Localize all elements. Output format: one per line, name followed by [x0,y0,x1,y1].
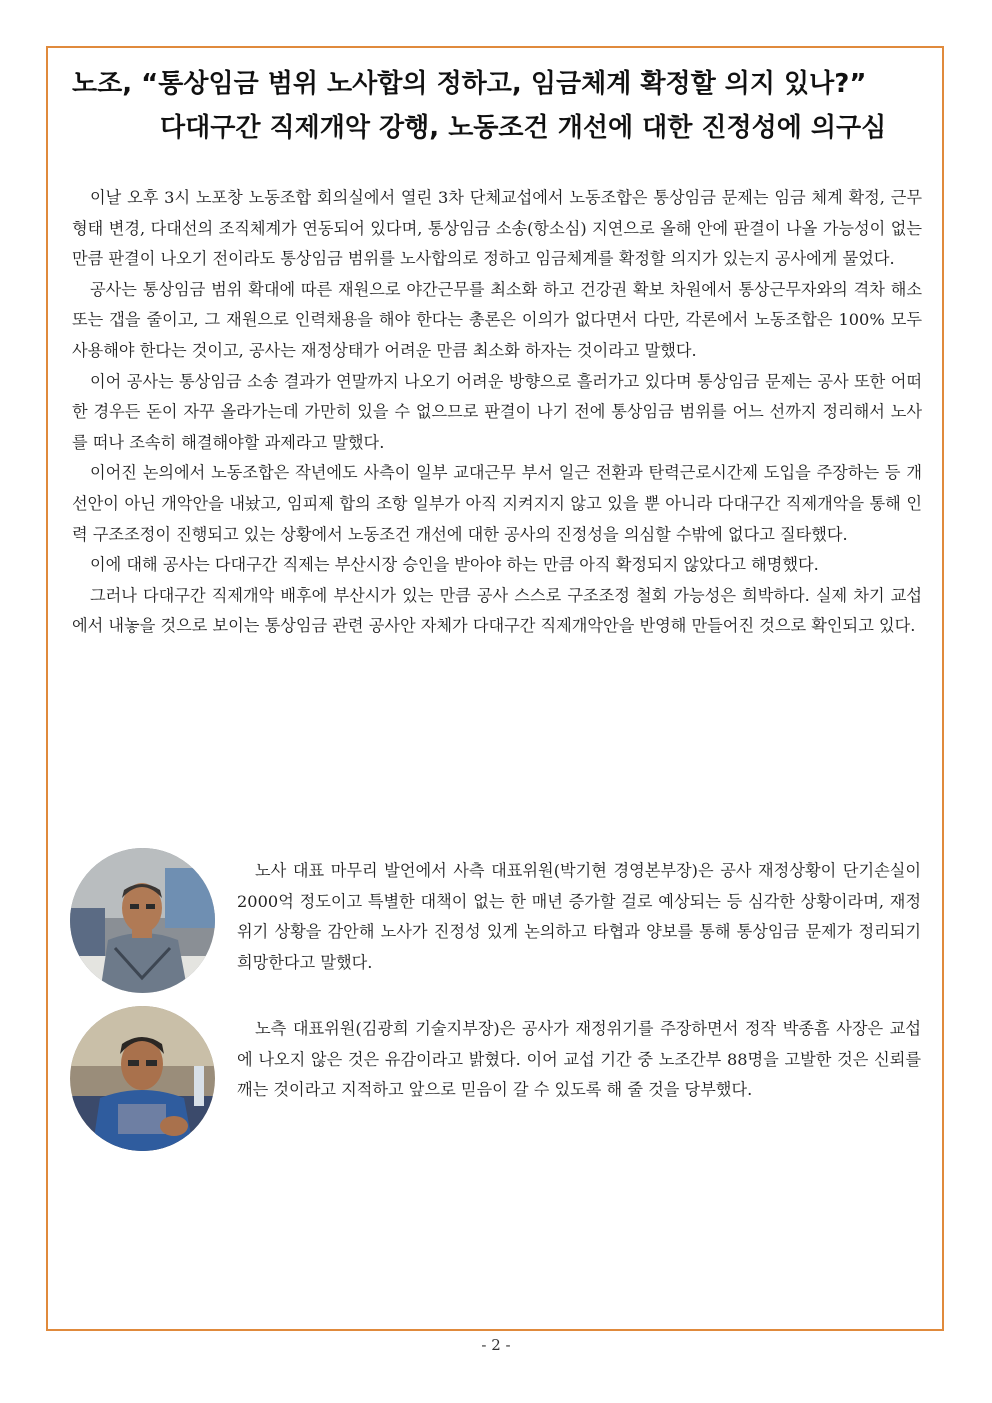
portrait-illustration [70,1006,215,1151]
article-paragraph: 이날 오후 3시 노포창 노동조합 회의실에서 열린 3차 단체교섭에서 노동조합은 통상임금 문제는 임금 체계 확정, 근무형태 변경, 다대선의 조직체계가 연동되어 있다며, 통상임금 소송(항소심) 지연으로 올해 안에 판결이 나올 가능성이 없는 만큼 판결이 나오기 전이라도 통상임금 범위를 노사합의로 정하고 임금체계를 확정할 의지가 있는지 공사에게 물었다. [72,188,922,269]
article-paragraph: 이어 공사는 통상임금 소송 결과가 연말까지 나오기 어려운 방향으로 흘러가고 있다며 통상임금 문제는 공사 또한 어떠한 경우든 돈이 자꾸 올라가는데 가만히 있을 수 없으므로 판결이 나기 전에 통상임금 범위를 어느 선까지 정리해서 노사를 떠나 조속히 해결해야할 과제라고 말했다. [72,371,922,452]
quote-text-union: 노측 대표위원(김광희 기술지부장)은 공사가 재정위기를 주장하면서 정작 박종흠 사장은 교섭에 나오지 않은 것은 유감이라고 밝혔다. 이어 교섭 기간 중 노조간부 88명을 고발한 것은 신뢰를 깨는 것이라고 지적하고 앞으로 믿음이 갈 수 있도록 해 줄 것을 당부했다. [237,1019,921,1100]
article-paragraph: 그러나 다대구간 직제개악 배후에 부산시가 있는 만큼 공사 스스로 구조조정 철회 가능성은 희박하다. 실제 차기 교섭에서 내놓을 것으로 보이는 통상임금 관련 공사안 자체가 다대구간 직제개악안을 반영해 만들어진 것으로 확인되고 있다. [72,585,922,636]
headline-line-2: 다대구간 직제개악 강행, 노동조건 개선에 대한 진정성에 의구심 [160,113,887,143]
article-body [72,183,922,642]
portrait-illustration [70,848,215,993]
portrait-photo-management-rep [70,848,215,993]
article-paragraph: 공사는 통상임금 범위 확대에 따른 재원으로 야간근무를 최소화 하고 건강권 확보 차원에서 통상근무자와의 격차 해소 또는 갭을 줄이고, 그 재원으로 인력채용을 해야 한다는 총론은 이의가 없다면서 다만, 각론에서 노동조합은 100% 모두 사용해야 한다는 것이고, 공사는 재정상태가 어려운 만큼 최소화 하자는 것이라고 말했다. [72,279,922,360]
article-paragraph: 이에 대해 공사는 다대구간 직제는 부산시장 승인을 받아야 하는 만큼 아직 확정되지 않았다고 해명했다. [90,555,819,575]
portrait-photo-union-rep [70,1006,215,1151]
article-paragraph: 이어진 논의에서 노동조합은 작년에도 사측이 일부 교대근무 부서 일근 전환과 탄력근로시간제 도입을 주장하는 등 개선안이 아닌 개악안을 내놨고, 임피제 합의 조항 일부가 아직 지켜지지 않고 있을 뿐 아니라 다대구간 직제개악을 통해 인력 구조조정이 진행되고 있는 상황에서 노동조건 개선에 대한 공사의 진정성을 의심할 수밖에 없다고 질타했다. [72,463,922,544]
headline [72,62,932,150]
headline-line-1: 노조, “통상임금 범위 노사합의 정하고, 임금체계 확정할 의지 있나?” [72,69,867,99]
quote-text-management: 노사 대표 마무리 발언에서 사측 대표위원(박기현 경영본부장)은 공사 재정상황이 단기손실이 2000억 정도이고 특별한 대책이 없는 한 매년 증가할 걸로 예상되는 등 심각한 상황이라며, 재정위기 상황을 감안해 노사가 진정성 있게 논의하고 타협과 양보를 통해 통상임금 문제가 정리되기 희망한다고 말했다. [237,861,921,972]
page-number: - 2 - [481,1336,511,1354]
